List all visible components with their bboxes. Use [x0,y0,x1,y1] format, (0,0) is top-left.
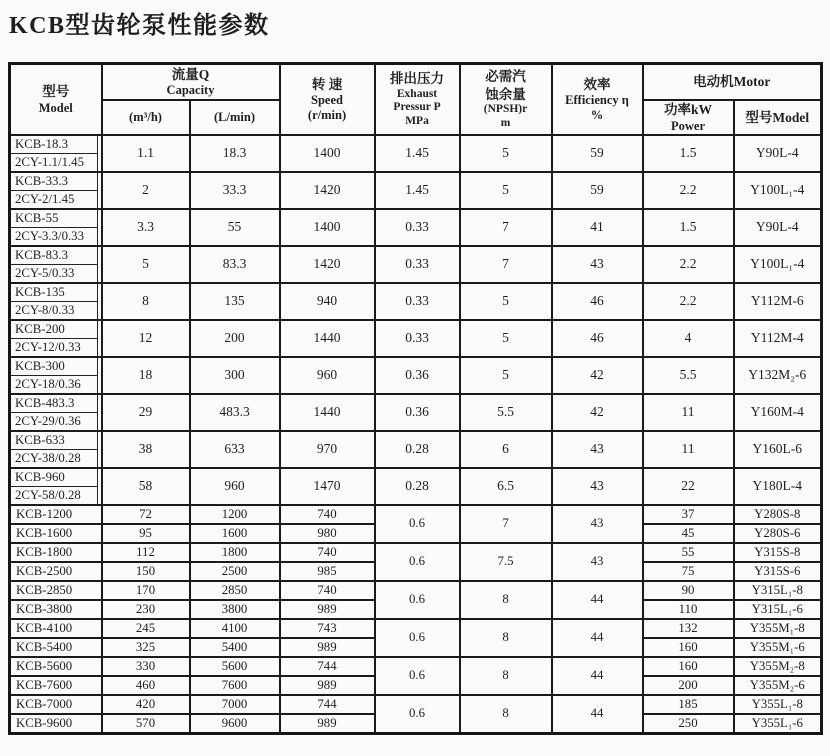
pump-row [10,468,822,505]
value-motor: Y160M-4 [734,394,822,431]
value-npsh: 6.5 [460,468,552,505]
col-header-power [643,100,734,135]
value-exhaust: 0.28 [375,431,460,468]
value-npsh-merged: 8 [460,619,552,657]
value-motor: Y315L₁-6 [734,600,822,619]
model-kcb: KCB-960 [11,469,97,487]
value-motor: Y100L₁-4 [734,172,822,209]
value-exhaust-merged: 0.6 [375,505,460,543]
model-cell: KCB-9600 [10,714,102,734]
value-power: 2.2 [643,172,734,209]
model-cell: KCB-7000 [10,695,102,714]
value-motor: Y112M-4 [734,320,822,357]
value-lmin: 200 [190,320,280,357]
value-speed: 980 [280,524,375,543]
model-2cy: 2CY-3.3/0.33 [15,228,84,243]
value-eff: 43 [552,468,643,505]
col-header-exhaust-unit: MPa [405,114,429,127]
model-kcb: KCB-33.3 [11,173,97,191]
value-exhaust-merged: 0.6 [375,581,460,619]
value-exhaust-merged: 0.6 [375,695,460,734]
value-motor: Y160L-6 [734,431,822,468]
value-m3h: 72 [102,505,190,524]
value-speed: 960 [280,357,375,394]
value-speed: 1420 [280,246,375,283]
col-header-speed [280,64,375,135]
value-power: 160 [643,638,734,657]
value-speed: 940 [280,283,375,320]
col-header-motor-model [734,100,822,135]
col-header-npsh-unit: m [500,116,511,129]
value-m3h: 5 [102,246,190,283]
value-lmin: 960 [190,468,280,505]
value-power: 11 [643,394,734,431]
value-m3h: 112 [102,543,190,562]
value-npsh-merged: 8 [460,581,552,619]
pump-table-body [10,135,822,734]
value-exhaust: 0.36 [375,394,460,431]
pump-performance-table [8,62,823,735]
value-motor: Y180L-4 [734,468,822,505]
value-exhaust-merged: 0.6 [375,619,460,657]
value-motor: Y355M₂-8 [734,657,822,676]
col-header-power-en: Power [671,118,706,133]
value-eff-merged: 43 [552,543,643,581]
col-header-speed-unit: (r/min) [307,108,347,123]
value-eff-merged: 43 [552,505,643,543]
value-speed: 744 [280,695,375,714]
model-box [11,432,98,467]
value-npsh: 7 [460,246,552,283]
value-m3h: 38 [102,431,190,468]
value-motor: Y132M₂-6 [734,357,822,394]
model-kcb: KCB-483.3 [11,395,97,413]
model-box [11,469,98,504]
value-motor: Y315L₁-8 [734,581,822,600]
table-header [10,64,822,135]
value-motor: Y280S-8 [734,505,822,524]
value-lmin: 5400 [190,638,280,657]
pump-row [10,505,822,524]
col-header-m3h-label: (m³/h) [129,109,162,124]
value-speed: 743 [280,619,375,638]
value-lmin: 135 [190,283,280,320]
model-cell [10,246,102,283]
value-eff: 46 [552,320,643,357]
value-eff: 41 [552,209,643,246]
value-eff-merged: 44 [552,581,643,619]
value-motor: Y355M₁-6 [734,638,822,657]
value-speed: 1420 [280,172,375,209]
pump-row [10,619,822,638]
value-power: 200 [643,676,734,695]
value-power: 90 [643,581,734,600]
value-speed: 740 [280,543,375,562]
value-motor: Y112M-6 [734,283,822,320]
model-cell [10,468,102,505]
value-eff: 59 [552,135,643,172]
model-cell: KCB-1600 [10,524,102,543]
col-header-motor-model-label: 型号Model [745,109,810,125]
model-2cy: 2CY-12/0.33 [15,339,81,354]
value-power: 45 [643,524,734,543]
value-power: 4 [643,320,734,357]
value-power: 110 [643,600,734,619]
col-header-exhaust-en2: Pressur P [393,101,441,114]
value-motor: Y90L-4 [734,209,822,246]
value-exhaust: 0.33 [375,320,460,357]
model-kcb: KCB-200 [11,321,97,339]
value-power: 5.5 [643,357,734,394]
model-cell: KCB-3800 [10,600,102,619]
value-npsh: 6 [460,431,552,468]
model-box [11,210,98,245]
model-kcb: KCB-633 [11,432,97,450]
model-2cy: 2CY-5/0.33 [15,265,75,280]
value-motor: Y355M₁-8 [734,619,822,638]
value-m3h: 8 [102,283,190,320]
value-speed: 989 [280,714,375,734]
model-box [11,284,98,319]
model-cell [10,357,102,394]
value-m3h: 29 [102,394,190,431]
model-cell: KCB-2850 [10,581,102,600]
value-m3h: 95 [102,524,190,543]
value-power: 1.5 [643,209,734,246]
model-cell [10,283,102,320]
value-speed: 989 [280,676,375,695]
pump-row [10,246,822,283]
value-eff-merged: 44 [552,695,643,734]
col-header-m3h [102,100,190,135]
value-speed: 744 [280,657,375,676]
pump-row [10,357,822,394]
model-cell: KCB-1200 [10,505,102,524]
pump-row [10,581,822,600]
pump-row [10,543,822,562]
value-power: 37 [643,505,734,524]
value-motor: Y315S-6 [734,562,822,581]
value-power: 75 [643,562,734,581]
col-header-eff-zh: 效率 [583,76,611,92]
value-lmin: 55 [190,209,280,246]
value-speed: 970 [280,431,375,468]
value-m3h: 18 [102,357,190,394]
col-header-npsh-zh2: 蚀余量 [485,86,526,102]
value-exhaust: 1.45 [375,135,460,172]
value-lmin: 83.3 [190,246,280,283]
value-npsh-merged: 7 [460,505,552,543]
model-cell: KCB-5400 [10,638,102,657]
value-exhaust-merged: 0.6 [375,657,460,695]
value-npsh: 7 [460,209,552,246]
col-header-power-zh: 功率kW [664,102,713,117]
value-speed: 989 [280,638,375,657]
value-eff: 59 [552,172,643,209]
value-lmin: 7000 [190,695,280,714]
model-cell: KCB-4100 [10,619,102,638]
col-header-npsh-zh1: 必需汽 [485,69,526,85]
page-title: KCB型齿轮泵性能参数 [9,13,270,39]
value-power: 1.5 [643,135,734,172]
pump-row [10,695,822,714]
value-eff: 46 [552,283,643,320]
model-2cy: 2CY-1.1/1.45 [15,154,84,169]
value-lmin: 9600 [190,714,280,734]
value-exhaust: 0.33 [375,246,460,283]
model-2cy: 2CY-8/0.33 [15,302,75,317]
pump-row [10,394,822,431]
value-eff: 43 [552,246,643,283]
value-speed: 1470 [280,468,375,505]
pump-row [10,172,822,209]
value-m3h: 460 [102,676,190,695]
value-npsh-merged: 8 [460,695,552,734]
value-motor: Y100L₁-4 [734,246,822,283]
model-cell [10,209,102,246]
value-lmin: 2500 [190,562,280,581]
value-npsh: 5 [460,135,552,172]
value-eff: 43 [552,431,643,468]
value-npsh: 5 [460,357,552,394]
pump-row [10,209,822,246]
col-header-efficiency [552,64,643,135]
value-lmin: 33.3 [190,172,280,209]
value-npsh: 5 [460,283,552,320]
value-motor: Y280S-6 [734,524,822,543]
value-power: 2.2 [643,283,734,320]
value-m3h: 245 [102,619,190,638]
col-header-eff-unit: % [590,108,604,123]
model-kcb: KCB-18.3 [11,136,97,154]
value-lmin: 7600 [190,676,280,695]
model-box [11,358,98,393]
value-m3h: 570 [102,714,190,734]
value-motor: Y315S-8 [734,543,822,562]
value-speed: 740 [280,581,375,600]
col-header-motor-zh: 电动机Motor [693,74,771,90]
value-exhaust-merged: 0.6 [375,543,460,581]
col-header-lmin-label: (L/min) [214,109,255,124]
value-eff-merged: 44 [552,657,643,695]
value-npsh: 5.5 [460,394,552,431]
col-header-model [10,64,102,135]
value-m3h: 170 [102,581,190,600]
model-2cy: 2CY-2/1.45 [15,191,75,206]
value-speed: 740 [280,505,375,524]
col-header-motor [643,64,822,101]
model-2cy: 2CY-18/0.36 [15,376,81,391]
pump-row [10,657,822,676]
model-box [11,321,98,356]
model-box [11,247,98,282]
pump-row [10,431,822,468]
col-header-speed-en: Speed [311,93,343,108]
col-header-npsh [460,64,552,135]
value-m3h: 58 [102,468,190,505]
value-lmin: 3800 [190,600,280,619]
value-power: 132 [643,619,734,638]
value-m3h: 325 [102,638,190,657]
value-power: 11 [643,431,734,468]
col-header-model-en: Model [38,100,73,115]
value-m3h: 2 [102,172,190,209]
value-m3h: 150 [102,562,190,581]
value-lmin: 633 [190,431,280,468]
value-m3h: 1.1 [102,135,190,172]
model-kcb: KCB-135 [11,284,97,302]
value-lmin: 18.3 [190,135,280,172]
col-header-capacity [102,64,280,101]
value-npsh-merged: 8 [460,657,552,695]
value-exhaust: 0.28 [375,468,460,505]
value-speed: 1400 [280,135,375,172]
value-m3h: 3.3 [102,209,190,246]
col-header-exhaust-zh: 排出压力 [390,71,445,87]
col-header-exhaust-pressure [375,64,460,135]
value-lmin: 1800 [190,543,280,562]
model-box [11,136,98,171]
col-header-exhaust-en1: Exhaust [396,87,438,100]
model-kcb: KCB-83.3 [11,247,97,265]
pump-row [10,283,822,320]
model-cell: KCB-1800 [10,543,102,562]
value-eff: 42 [552,394,643,431]
value-lmin: 5600 [190,657,280,676]
model-2cy: 2CY-58/0.28 [15,487,81,502]
col-header-npsh-en: (NPSH)r [483,103,528,116]
value-eff: 42 [552,357,643,394]
value-npsh-merged: 7.5 [460,543,552,581]
model-2cy: 2CY-29/0.36 [15,413,81,428]
model-cell: KCB-5600 [10,657,102,676]
value-lmin: 1600 [190,524,280,543]
value-m3h: 12 [102,320,190,357]
value-lmin: 483.3 [190,394,280,431]
value-npsh: 5 [460,172,552,209]
value-power: 55 [643,543,734,562]
model-box [11,395,98,430]
model-cell: KCB-7600 [10,676,102,695]
value-lmin: 2850 [190,581,280,600]
value-power: 250 [643,714,734,734]
value-m3h: 230 [102,600,190,619]
value-lmin: 4100 [190,619,280,638]
model-kcb: KCB-300 [11,358,97,376]
model-box [11,173,98,208]
model-2cy: 2CY-38/0.28 [15,450,81,465]
model-cell [10,172,102,209]
col-header-eff-en: Efficiency η [565,93,629,108]
value-speed: 1400 [280,209,375,246]
value-speed: 985 [280,562,375,581]
value-exhaust: 0.36 [375,357,460,394]
value-power: 22 [643,468,734,505]
value-motor: Y355M₂-6 [734,676,822,695]
value-speed: 989 [280,600,375,619]
value-lmin: 1200 [190,505,280,524]
col-header-model-zh: 型号 [42,84,70,99]
value-eff-merged: 44 [552,619,643,657]
model-cell: KCB-2500 [10,562,102,581]
value-motor: Y355L₁-8 [734,695,822,714]
value-npsh: 5 [460,320,552,357]
value-exhaust: 0.33 [375,283,460,320]
value-m3h: 330 [102,657,190,676]
col-header-lmin [190,100,280,135]
value-motor: Y90L-4 [734,135,822,172]
value-power: 2.2 [643,246,734,283]
col-header-speed-zh: 转 速 [311,76,343,92]
model-cell [10,135,102,172]
pump-row [10,320,822,357]
model-kcb: KCB-55 [11,210,97,228]
col-header-capacity-en: Capacity [166,83,215,98]
value-lmin: 300 [190,357,280,394]
value-speed: 1440 [280,394,375,431]
value-exhaust: 0.33 [375,209,460,246]
model-cell [10,320,102,357]
model-cell [10,394,102,431]
value-m3h: 420 [102,695,190,714]
pump-row [10,135,822,172]
value-motor: Y355L₁-6 [734,714,822,734]
value-exhaust: 1.45 [375,172,460,209]
value-power: 185 [643,695,734,714]
value-speed: 1440 [280,320,375,357]
value-power: 160 [643,657,734,676]
model-cell [10,431,102,468]
col-header-capacity-zh: 流量Q [171,66,210,82]
